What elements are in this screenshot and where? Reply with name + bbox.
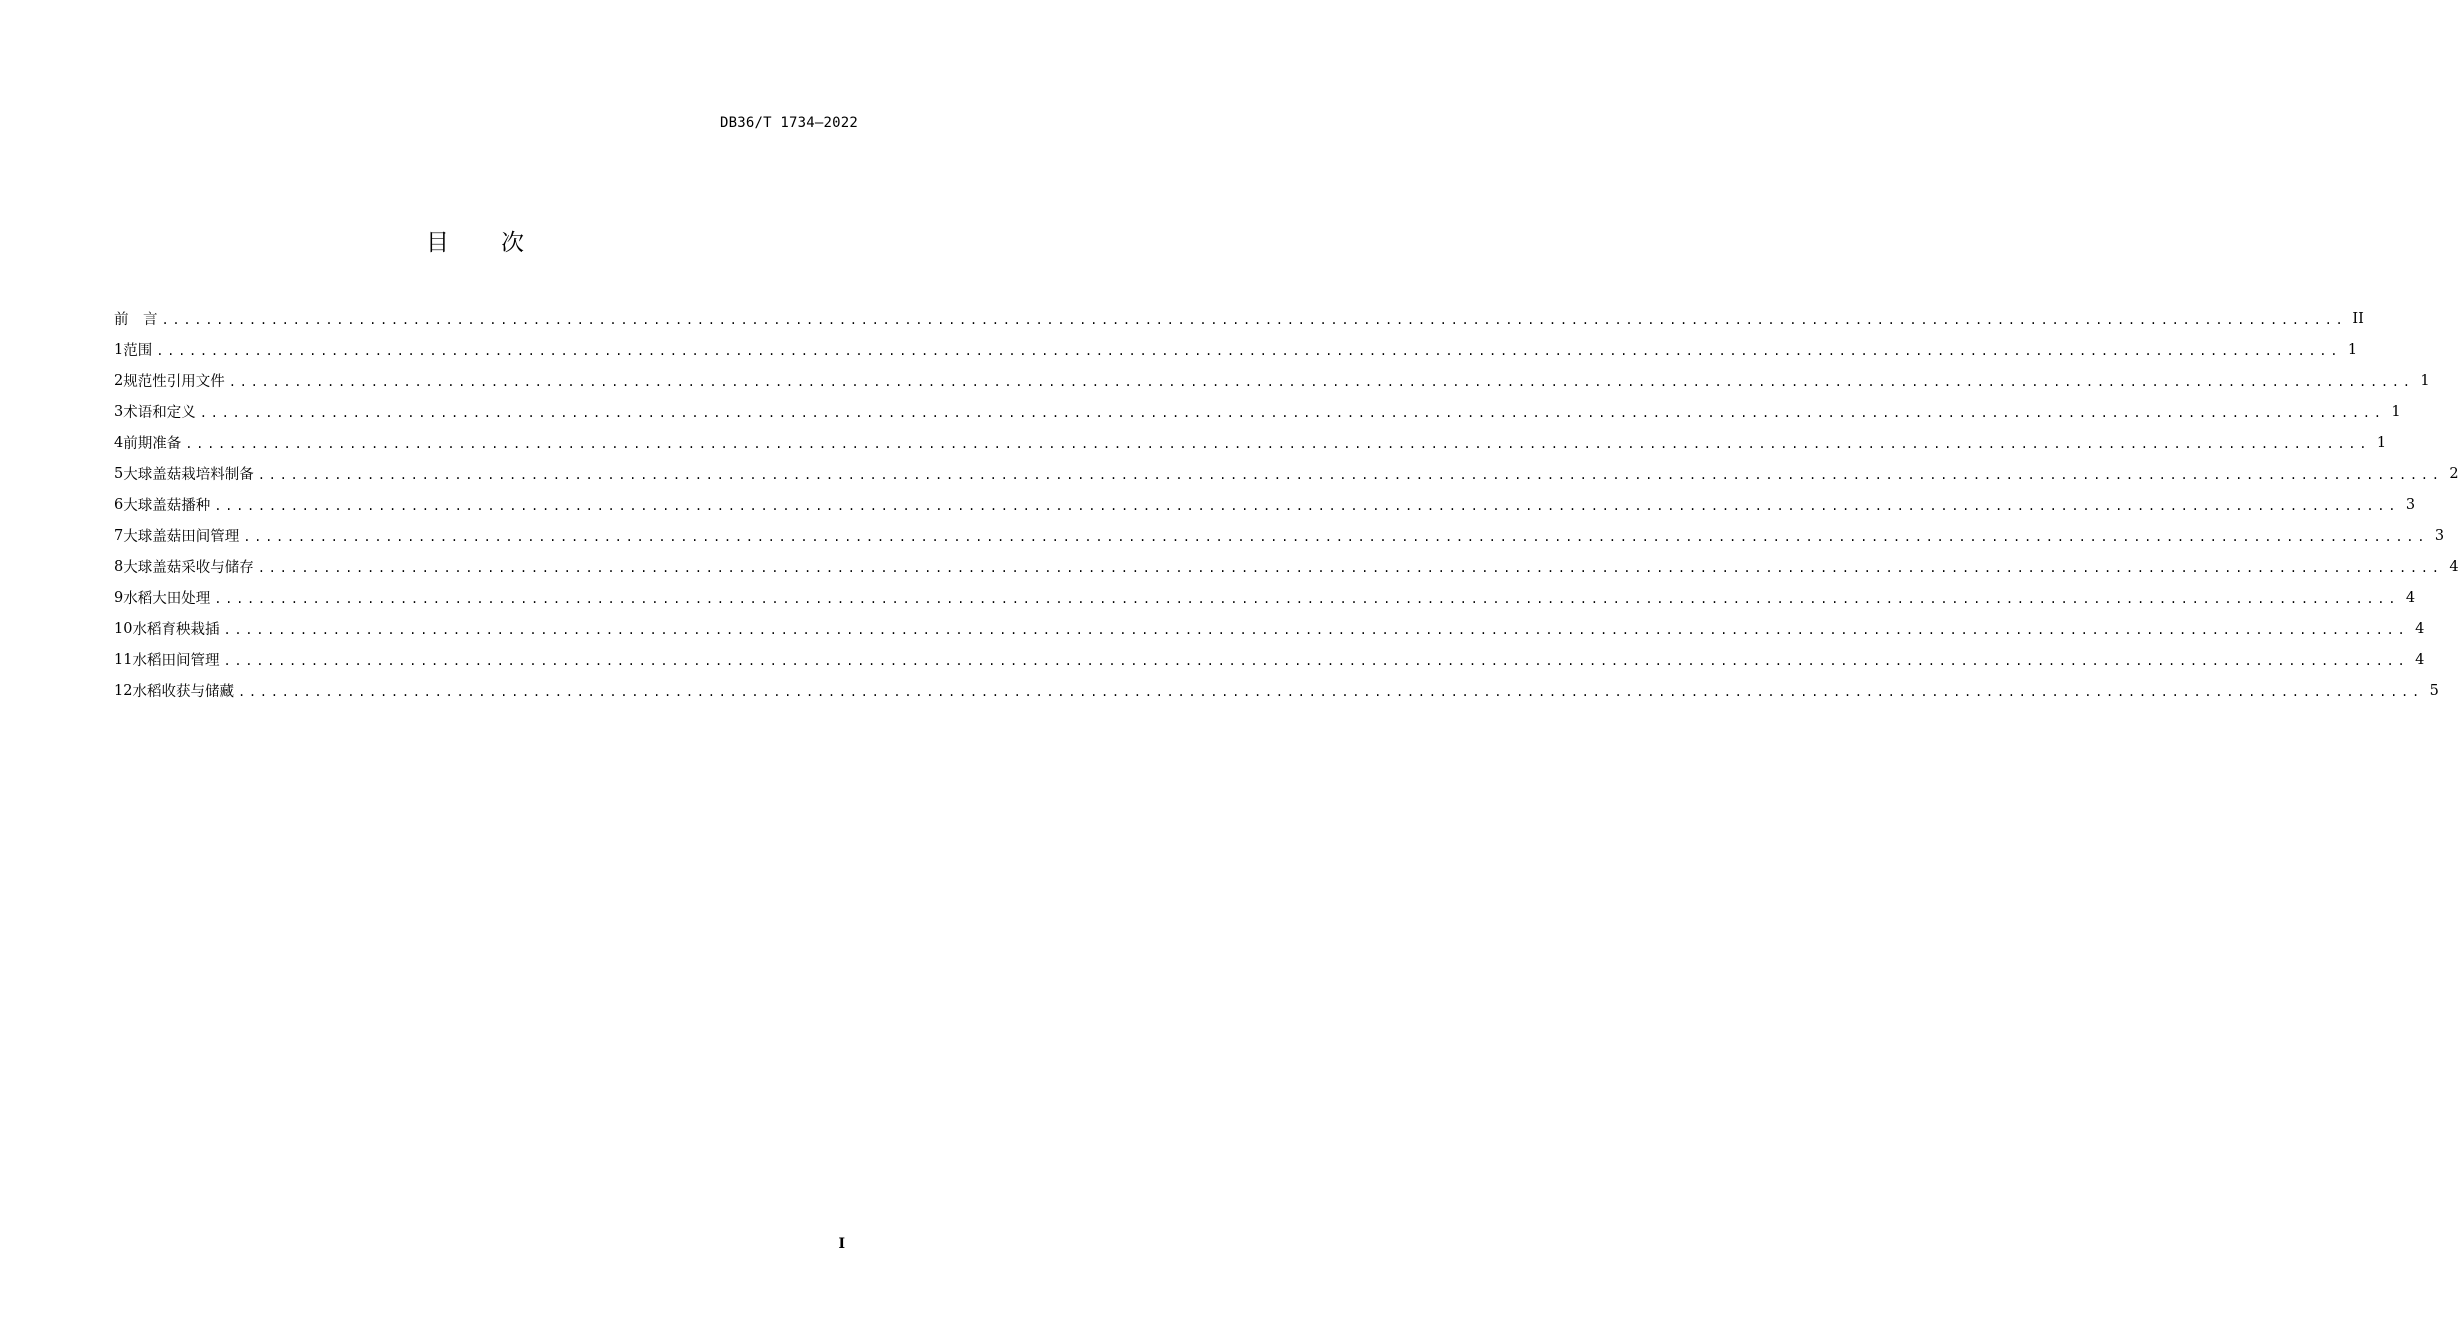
toc-entry-label: 水稻收获与储藏	[132, 684, 234, 700]
toc-entry-number: 9	[114, 589, 124, 606]
toc-entry-label: 大球盖菇播种	[123, 498, 211, 514]
toc-entry-number: 1	[114, 341, 124, 358]
toc-entry[interactable]	[114, 303, 2364, 334]
toc-entry-page: 1	[2391, 403, 2401, 420]
toc-list	[114, 303, 2459, 706]
toc-entry[interactable]	[114, 334, 2358, 365]
toc-entry-page: 4	[2415, 651, 2425, 668]
toc-entry-label: 前 言	[114, 312, 158, 328]
toc-leader-dots: ........................................................................................................................................................................................................	[199, 405, 2385, 420]
toc-entry-number: 3	[114, 403, 124, 420]
toc-entry-page: 4	[2405, 589, 2416, 606]
toc-entry[interactable]	[114, 365, 2430, 396]
toc-entry-number: 2	[114, 372, 124, 389]
toc-entry-number: 11	[114, 651, 133, 668]
toc-entry-number: 6	[114, 496, 124, 513]
toc-entry[interactable]	[114, 551, 2459, 582]
toc-entry[interactable]	[114, 458, 2459, 489]
toc-entry-label: 大球盖菇栽培料制备	[123, 467, 254, 483]
document-code: DB36/T 1734—2022	[719, 115, 858, 131]
toc-entry-page: II	[2352, 310, 2364, 327]
toc-entry-number: 10	[114, 620, 133, 637]
toc-entry[interactable]	[114, 613, 2425, 644]
toc-entry-label: 范围	[123, 343, 153, 359]
toc-entry[interactable]	[114, 396, 2401, 427]
toc-entry[interactable]	[114, 427, 2387, 458]
toc-entry-label: 水稻田间管理	[132, 653, 220, 669]
toc-leader-dots: ........................................................................................................................................................................................................	[257, 467, 2443, 482]
toc-entry-page: 4	[2415, 620, 2425, 637]
toc-entry-label: 前期准备	[123, 436, 182, 452]
toc-entry[interactable]	[114, 520, 2445, 551]
toc-title	[0, 224, 950, 257]
toc-entry[interactable]	[114, 675, 2439, 706]
toc-entry-label: 水稻大田处理	[123, 591, 211, 607]
toc-entry-label: 大球盖菇田间管理	[123, 529, 240, 545]
toc-leader-dots: ........................................................................................................................................................................................................	[223, 622, 2409, 637]
toc-entry-page: 4	[2449, 558, 2459, 575]
toc-entry-label: 术语和定义	[123, 405, 196, 421]
toc-entry-label: 大球盖菇采收与储存	[123, 560, 254, 576]
toc-entry-label: 规范性引用文件	[123, 374, 225, 390]
toc-leader-dots: ........................................................................................................................................................................................................	[214, 498, 2400, 513]
toc-title-char-2: 次	[501, 230, 524, 256]
toc-entry-label: 水稻育秧栽插	[132, 622, 220, 638]
toc-entry[interactable]	[114, 644, 2425, 675]
toc-leader-dots: ........................................................................................................................................................................................................	[228, 374, 2414, 389]
toc-entry-page: 5	[2429, 682, 2439, 699]
toc-entry-page: 3	[2434, 527, 2445, 544]
toc-leader-dots: ........................................................................................................................................................................................................	[214, 591, 2400, 606]
toc-leader-dots: ........................................................................................................................................................................................................	[161, 312, 2347, 327]
toc-entry[interactable]	[114, 582, 2416, 613]
toc-leader-dots: ........................................................................................................................................................................................................	[243, 529, 2429, 544]
toc-leader-dots: ........................................................................................................................................................................................................	[257, 560, 2443, 575]
toc-entry-page: 3	[2405, 496, 2416, 513]
toc-leader-dots: ........................................................................................................................................................................................................	[223, 653, 2409, 668]
toc-entry-number: 12	[114, 682, 133, 699]
toc-leader-dots: ........................................................................................................................................................................................................	[185, 436, 2371, 451]
toc-entry[interactable]	[114, 489, 2416, 520]
toc-entry-number: 5	[114, 465, 124, 482]
toc-entry-number: 8	[114, 558, 124, 575]
toc-entry-page: 1	[2420, 372, 2430, 389]
toc-entry-page: 1	[2347, 341, 2358, 358]
toc-entry-number: 4	[114, 434, 124, 451]
toc-title-char-1: 目	[426, 230, 449, 256]
toc-entry-page: 1	[2376, 434, 2387, 451]
toc-entry-number: 7	[114, 527, 124, 544]
toc-leader-dots: ........................................................................................................................................................................................................	[156, 343, 2342, 358]
page-number: I	[838, 1236, 845, 1252]
toc-entry-page: 2	[2449, 465, 2459, 482]
toc-leader-dots: ........................................................................................................................................................................................................	[237, 684, 2423, 699]
